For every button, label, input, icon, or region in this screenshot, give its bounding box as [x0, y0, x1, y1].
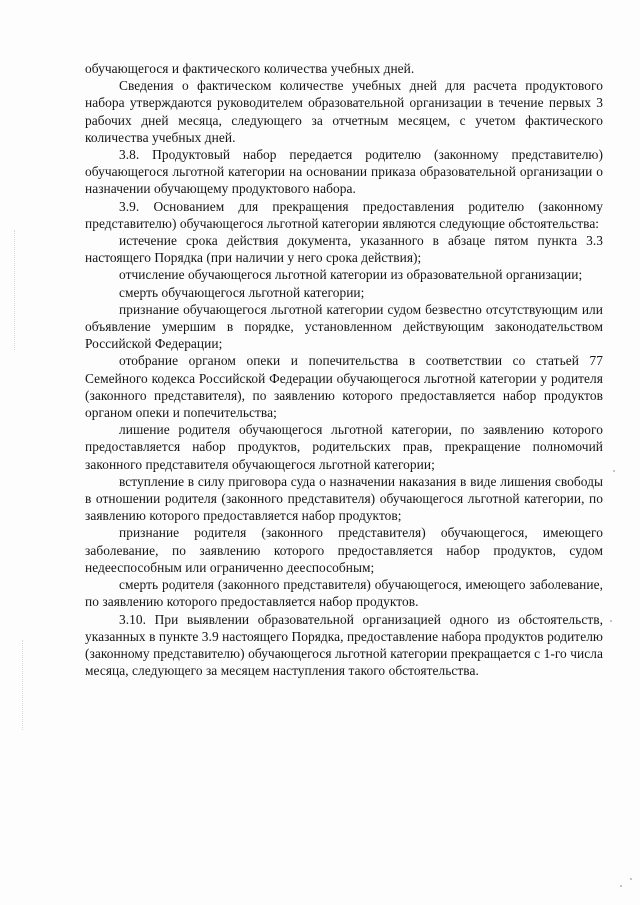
- paragraph-school-days-info: Сведения о фактическом количестве учебных дней для расчета продуктового набора утверждаются руководителем образовательной организации в течение первых 3 рабочих дней месяца, следующего за отчетным месяцем, с учетом фактического количества учебных дней.: [85, 78, 603, 145]
- paragraph-3-9: 3.9. Основанием для прекращения предоставления родителю (законному представителю) обучающегося льготной категории являются следующие обстоятельства:: [85, 198, 603, 231]
- list-item-expulsion: отчисление обучающегося льготной категории из образовательной организации;: [119, 267, 583, 283]
- list-item-student-death: смерть обучающегося льготной категории;: [119, 284, 365, 300]
- list-item-imprisonment: вступление в силу приговора суда о назначении наказания в виде лишения свободы в отношении родителя (законного представителя) обучающегося льготной категории, по заявлению которого предоставляется набор продуктов;: [85, 473, 603, 524]
- scan-artifact-speck: [630, 878, 632, 880]
- paragraph-3-8: 3.8. Продуктовый набор передается родителю (законному представителю) обучающегося льготной категории на основании приказа образовательной организации о назначении обучающему продуктового набора.: [85, 147, 603, 197]
- list-item-parent-death: смерть родителя (законного представителя) обучающегося, имеющего заболевание, по заявлению которого предоставляется набор продуктов.: [85, 577, 603, 610]
- scan-artifact-line: [14, 230, 15, 350]
- scan-artifact-speck: [613, 470, 615, 472]
- list-item-incapacity: признание родителя (законного представителя) обучающегося, имеющего заболевание, по заявлению которого предоставляется набор продуктов, судом недееспособным или ограниченно дееспособным;: [85, 525, 603, 575]
- list-item-guardianship-removal: отобрание органом опеки и попечительства в соответствии со статьей 77 Семейного кодекса Российской Федерации обучающегося льготной категории у родителя (законного представителя), по заявлению которого предоставляется набор продуктов органом опеки и попечительства;: [85, 353, 603, 421]
- paragraph-continuation: обучающегося и фактического количества учебных дней.: [85, 61, 415, 76]
- scan-artifact-speck: [620, 885, 622, 887]
- scan-artifact-speck: [610, 620, 612, 622]
- list-item-document-expiry: истечение срока действия документа, указанного в абзаце пятом пункта 3.3 настоящего Порядка (при наличии у него срока действия);: [85, 233, 603, 266]
- list-item-missing-or-deceased: признание обучающегося льготной категории судом безвестно отсутствующим или объявление умершим в порядке, установленном действующим законодательством Российской Федерации;: [85, 301, 603, 352]
- scan-artifact-line: [22, 640, 23, 730]
- list-item-parental-rights: лишение родителя обучающегося льготной категории, по заявлению которого предоставляется набор продуктов, родительских прав, прекращение полномочий законного представителя обучающегося льготной категории;: [85, 422, 603, 472]
- document-body: [85, 60, 603, 679]
- paragraph-3-10: 3.10. При выявлении образовательной организацией одного из обстоятельств, указанных в пункте 3.9 настоящего Порядка, предоставление набора продуктов родителю (законному представителю) обучающегося льготной категории прекращается с 1-го числа месяца, следующего за месяцем наступления такого обстоятельства.: [85, 611, 603, 679]
